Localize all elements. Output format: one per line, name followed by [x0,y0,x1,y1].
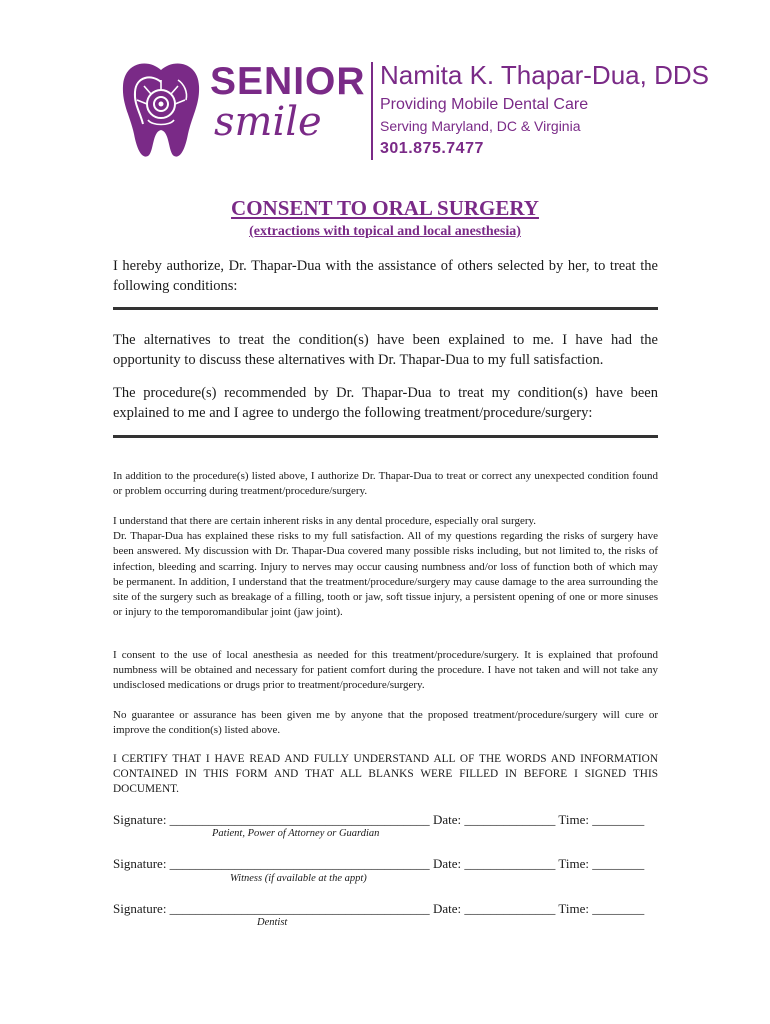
witness-signature-field[interactable]: Signature: ________________________________________ [113,856,430,871]
additional-paragraph: In addition to the procedure(s) listed above, I authorize Dr. Thapar-Dua to treat or correct any unexpected condition found or problem occurring during treatment/procedure/surgery. [113,470,658,498]
patient-signature-caption: Patient, Power of Attorney or Guardian [212,828,380,839]
service-area: Serving Maryland, DC & Virginia [380,118,581,134]
guarantee-paragraph: No guarantee or assurance has been given me by anyone that the proposed treatment/procedure/surgery will cure or improve the condition(s) listed above. [113,709,658,737]
dentist-signature-field[interactable]: Signature: ________________________________________ [113,901,430,916]
witness-date-field[interactable]: Date: ______________ [432,856,556,871]
witness-signature-caption: Witness (if available at the appt) [230,873,367,884]
brand-smile: smile [214,99,322,145]
anesthesia-paragraph: I consent to the use of local anesthesia as needed for this treatment/procedure/surgery. It is explained that profound numbness will be obtained and necessary for patient comfort during the procedure. I have not taken and will not take any undisclosed medications or drugs prior to treatment/procedure/surgery. [113,649,658,692]
tooth-logo-icon [118,60,204,160]
tagline: Providing Mobile Dental Care [380,96,589,113]
risks-paragraph-2: Dr. Thapar-Dua has explained these risks to my full satisfaction. All of my questions regarding the risks of surgery have been answered. My discussion with Dr. Thapar-Dua covered many possible risks including, but not limited to, the risks of infection, bleeding and scarring. Injury to nerves may occur causing numbness and/or loss of function both of which may be permanent. In addition, I understand that the treatment/procedure/surgery may cause damage to the area surrounding the site of the surgery such as breakage of a filling, tooth or jaw, soft tissue injury, a persistent opening of one or more sinuses or injury to the temporomandibular joint (jaw joint). [113,530,658,619]
patient-date-field[interactable]: Date: ______________ [432,812,556,827]
signature-row-dentist [113,901,673,917]
letterhead-divider [371,62,373,160]
brand-senior: SENIOR [210,60,366,103]
dentist-signature-caption: Dentist [257,917,288,928]
procedure-line[interactable] [113,435,658,438]
patient-time-field[interactable]: Time: ________ [558,812,645,827]
document-title: CONSENT TO ORAL SURGERY [231,196,539,220]
conditions-line[interactable] [113,307,658,310]
dentist-time-field[interactable]: Time: ________ [558,901,645,916]
risks-paragraph-1: I understand that there are certain inherent risks in any dental procedure, especially oral surgery. [113,515,537,527]
letterhead [118,56,708,166]
procedure-paragraph: The procedure(s) recommended by Dr. Thapar-Dua to treat my condition(s) have been explained to me and I agree to undergo the following treatment/procedure/surgery: [113,385,658,421]
signature-row-witness [113,856,673,872]
intro-paragraph: I hereby authorize, Dr. Thapar-Dua with the assistance of others selected by her, to treat the following conditions: [113,258,658,294]
document-subtitle: (extractions with topical and local anesthesia) [249,224,521,239]
alternatives-paragraph: The alternatives to treat the condition(s) have been explained to me. I have had the opportunity to discuss these alternatives with Dr. Thapar-Dua to my full satisfaction. [113,332,658,368]
certify-paragraph: I CERTIFY THAT I HAVE READ AND FULLY UNDERSTAND ALL OF THE WORDS AND INFORMATION CONTAINED IN THIS FORM AND THAT ALL BLANKS WERE FILLED IN BEFORE I SIGNED THIS DOCUMENT. [113,753,658,796]
signature-row-patient [113,812,673,828]
patient-signature-field[interactable]: Signature: ________________________________________ [113,812,430,827]
witness-time-field[interactable]: Time: ________ [558,856,645,871]
phone-number: 301.875.7477 [380,140,484,157]
dentist-date-field[interactable]: Date: ______________ [432,901,556,916]
risks-section [113,514,658,620]
doctor-name: Namita K. Thapar-Dua, DDS [380,60,709,90]
